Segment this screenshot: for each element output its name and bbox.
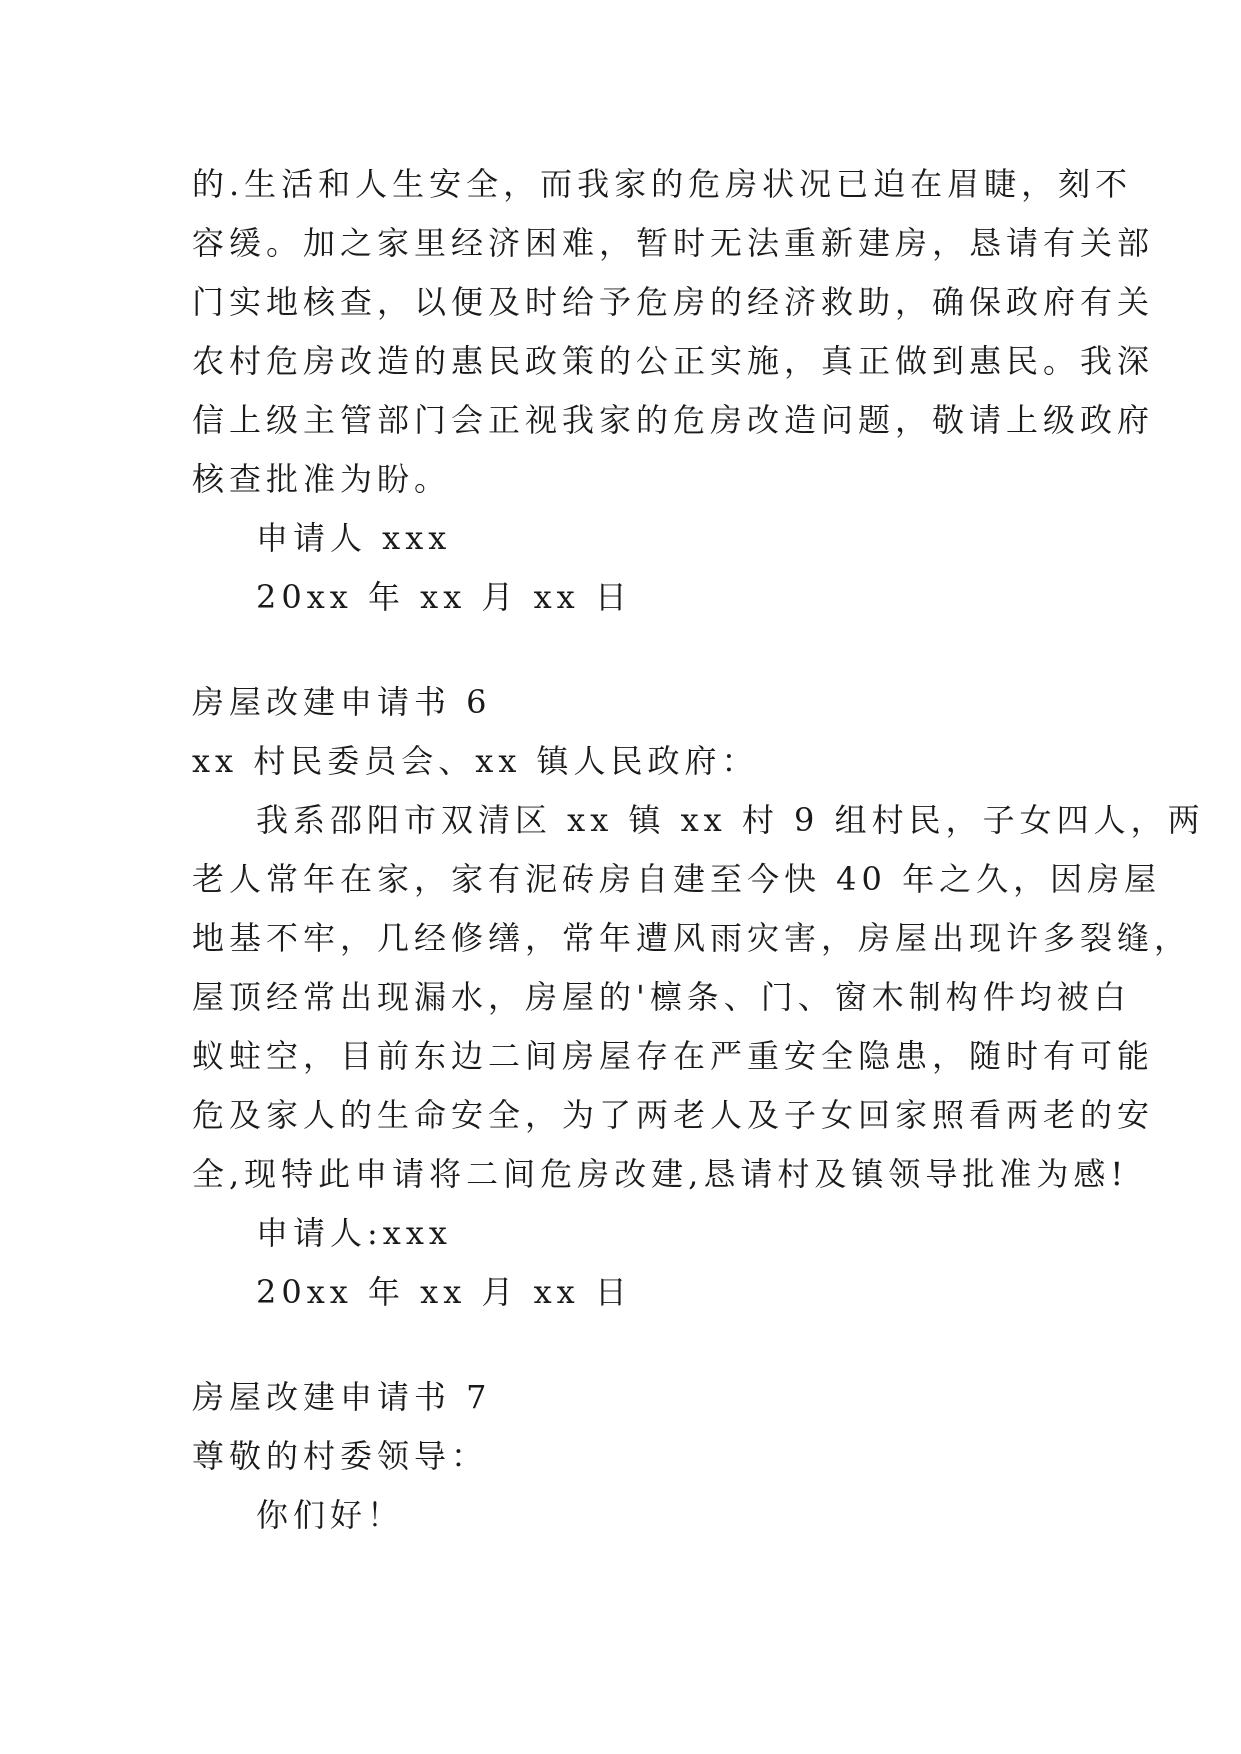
body-line: 蚁蛀空，目前东边二间房屋存在严重安全隐患，随时有可能: [192, 1037, 1155, 1075]
salutation: xx 村民委员会、xx 镇人民政府：: [192, 742, 759, 780]
body-line: 门实地核查，以便及时给予危房的经济救助，确保政府有关: [192, 283, 1155, 321]
section-gap: [192, 627, 1052, 673]
body-line: 农村危房改造的惠民政策的公正实施，真正做到惠民。我深: [192, 342, 1155, 380]
body-line: 核查批准为盼。: [192, 460, 452, 498]
body-line: 屋顶经常出现漏水，房屋的'檩条、门、窗木制构件均被白: [192, 978, 1131, 1016]
body-line: 全,现特此申请将二间危房改建,恳请村及镇领导批准为感!: [192, 1155, 1129, 1193]
body-line: 地基不牢，几经修缮，常年遭风雨灾害，房屋出现许多裂缝，: [192, 919, 1192, 957]
body-line: 我系邵阳市双清区 xx 镇 xx 村 9 组村民，子女四人，两: [256, 801, 1205, 839]
body-line: 老人常年在家，家有泥砖房自建至今快 40 年之久，因房屋: [192, 860, 1162, 898]
section-title: 房屋改建申请书 7: [192, 1378, 492, 1416]
signature: 申请人 xxx: [256, 519, 452, 557]
signature: 申请人:xxx: [256, 1214, 452, 1252]
document-content: [192, 155, 1205, 1545]
body-line: 的.生活和人生安全，而我家的危房状况已迫在眉睫，刻不: [192, 165, 1133, 203]
greeting: 你们好！: [256, 1496, 405, 1534]
section-title: 房屋改建申请书 6: [192, 683, 492, 721]
section-gap: [192, 1322, 1052, 1368]
salutation: 尊敬的村委领导：: [192, 1437, 489, 1475]
section-7: [192, 1368, 1052, 1545]
body-line: 信上级主管部门会正视我家的危房改造问题，敬请上级政府: [192, 401, 1155, 439]
date: 20xx 年 xx 月 xx 日: [256, 1273, 632, 1311]
body-line: 危及家人的生命安全，为了两老人及子女回家照看两老的安: [192, 1096, 1155, 1134]
section-5-tail: [192, 155, 1155, 627]
section-6: [192, 673, 1205, 1322]
date: 20xx 年 xx 月 xx 日: [256, 578, 632, 616]
body-line: 容缓。加之家里经济困难，暂时无法重新建房，恳请有关部: [192, 224, 1155, 262]
